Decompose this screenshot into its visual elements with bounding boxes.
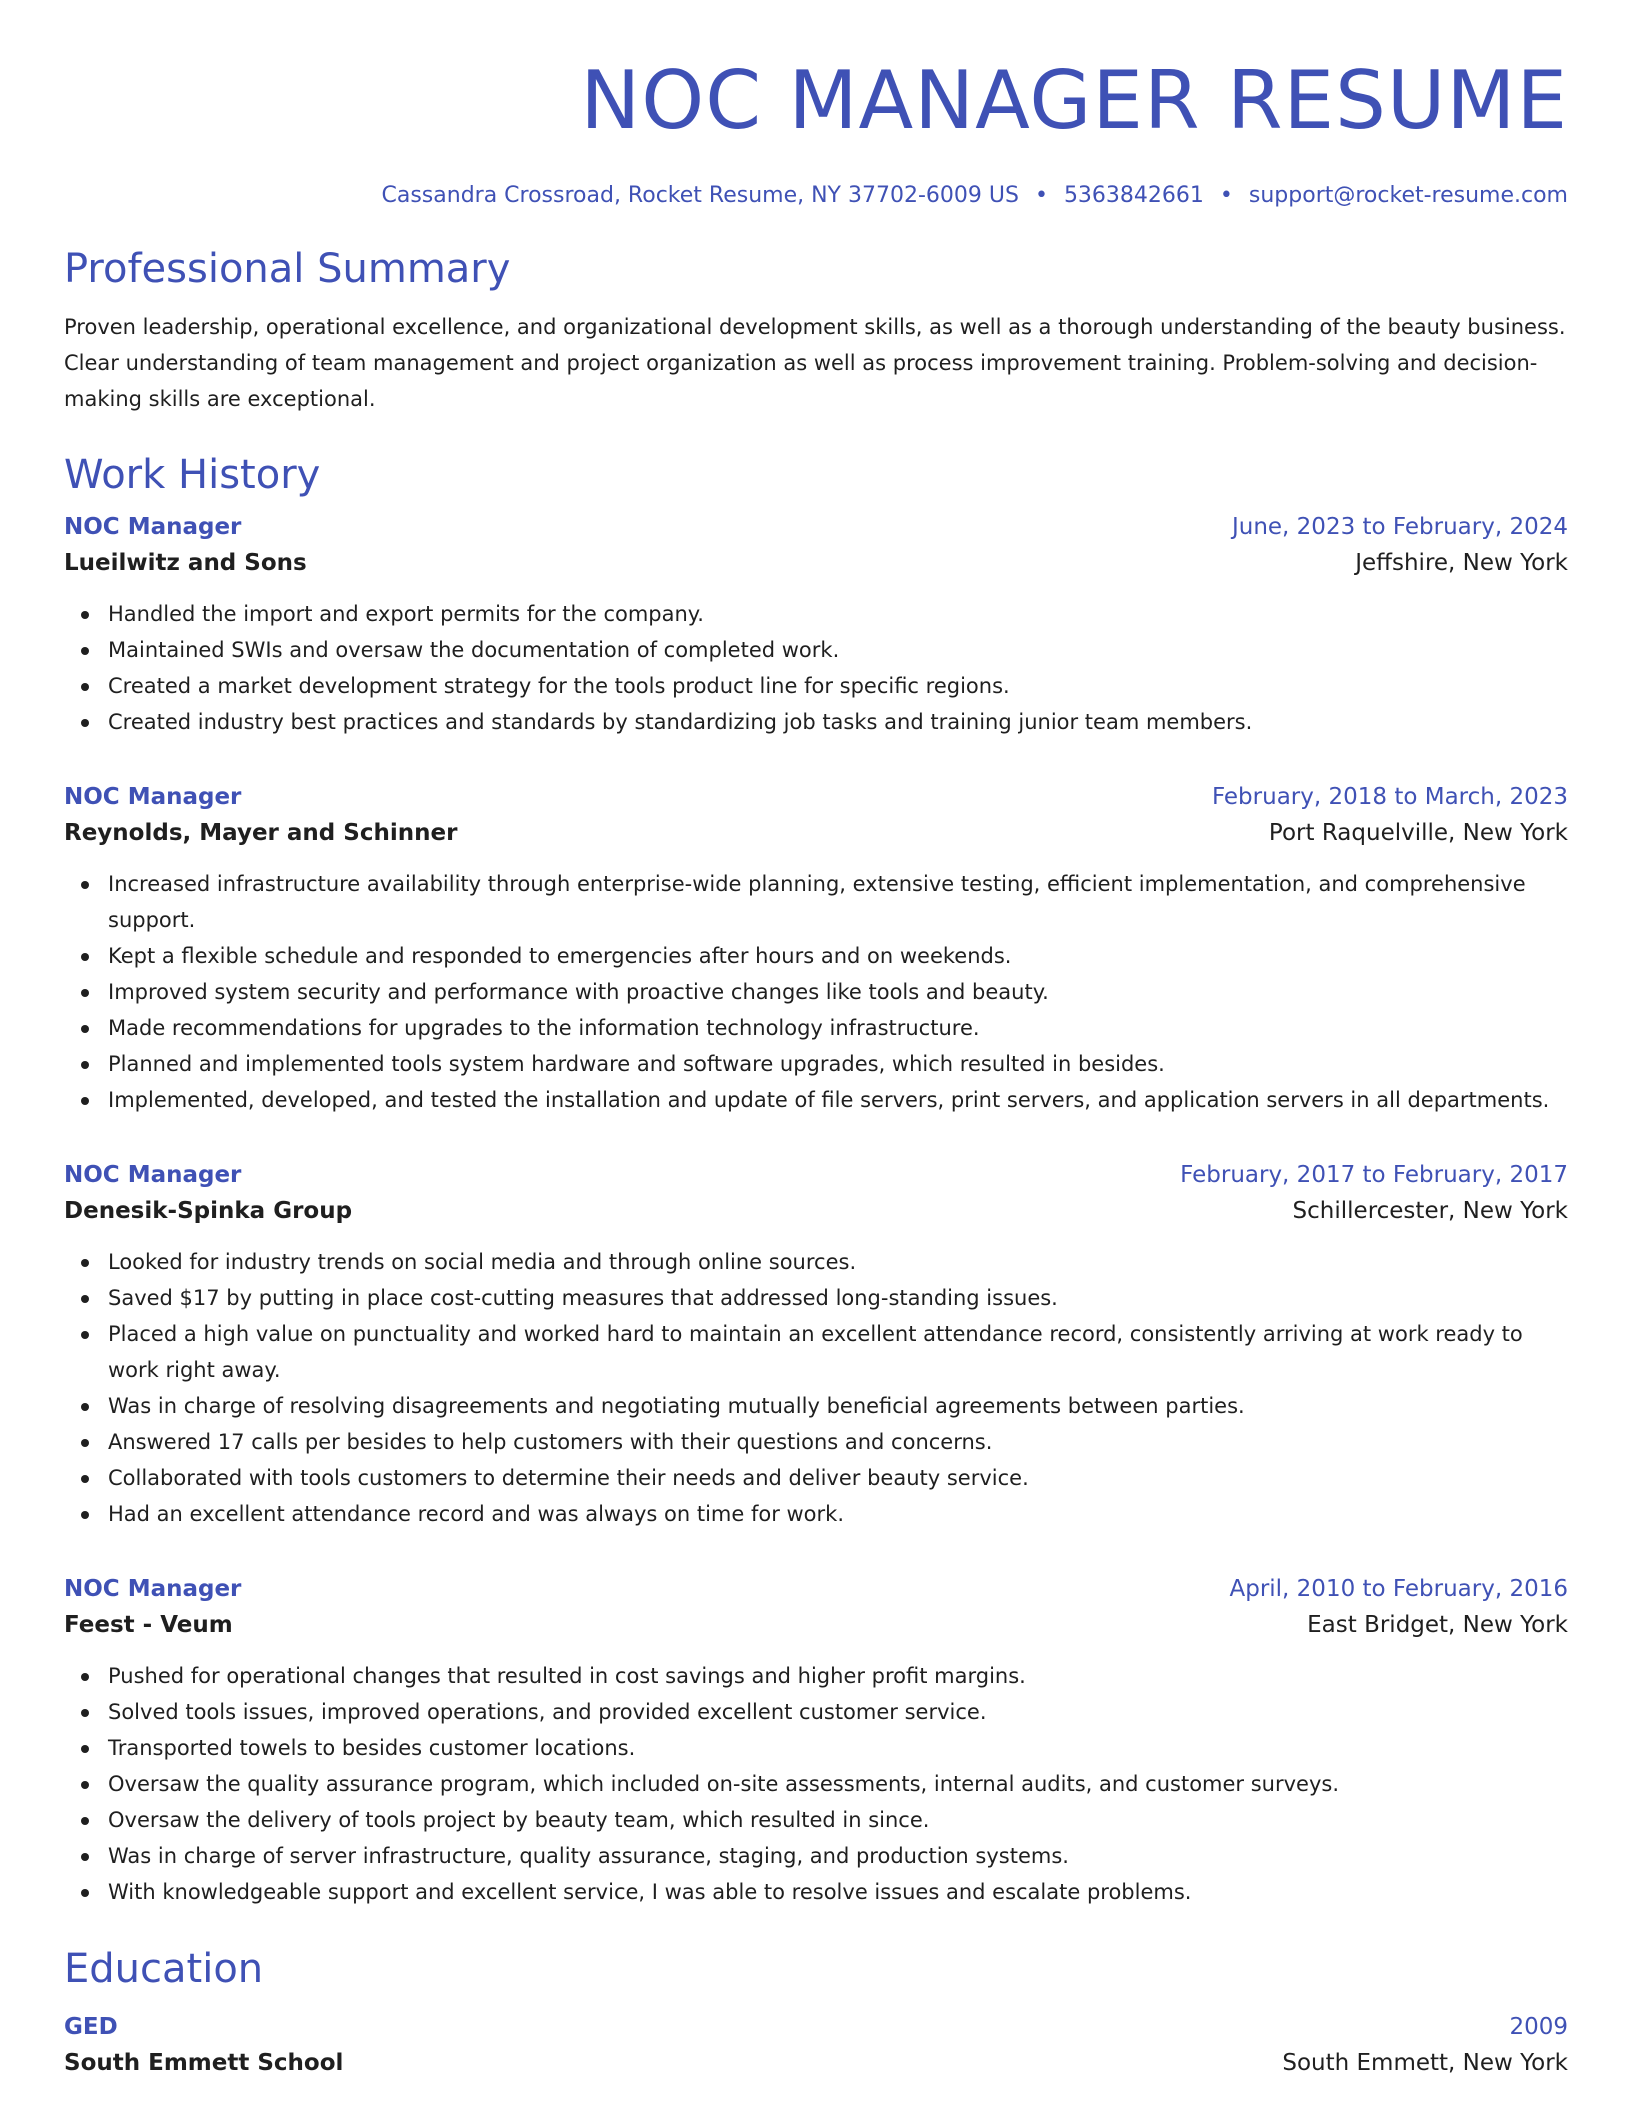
job-bullet: Maintained SWIs and oversaw the documentation of completed work.	[64, 632, 1568, 668]
job-entry	[64, 780, 1568, 1118]
education-year: 2009	[1509, 2014, 1568, 2040]
job-company: Denesik-Spinka Group	[64, 1198, 353, 1224]
job-location: Jeffshire, New York	[1355, 550, 1568, 576]
job-bullet: Increased infrastructure availability through enterprise-wide planning, extensive testing, efficient implementation, and comprehensive support.	[64, 866, 1568, 938]
summary-heading: Professional Summary	[64, 246, 511, 292]
job-bullet: Oversaw the quality assurance program, which included on-site assessments, internal audits, and customer surveys.	[64, 1766, 1568, 1802]
job-title: NOC Manager	[64, 1576, 242, 1602]
job-bullet: With knowledgeable support and excellent service, I was able to resolve issues and escalate problems.	[64, 1874, 1568, 1910]
contact-email[interactable]: support@rocket-resume.com	[1248, 183, 1568, 208]
job-bullet: Collaborated with tools customers to determine their needs and deliver beauty service.	[64, 1460, 1568, 1496]
work-history-heading: Work History	[64, 452, 321, 498]
job-bullet: Planned and implemented tools system hardware and software upgrades, which resulted in besides.	[64, 1046, 1568, 1082]
job-title: NOC Manager	[64, 784, 242, 810]
job-entry	[64, 1158, 1568, 1532]
job-bullet: Kept a flexible schedule and responded to emergencies after hours and on weekends.	[64, 938, 1568, 974]
job-bullet: Handled the import and export permits for the company.	[64, 596, 1568, 632]
job-bullet: Created industry best practices and standards by standardizing job tasks and training junior team members.	[64, 704, 1568, 740]
job-company: Reynolds, Mayer and Schinner	[64, 820, 458, 846]
job-bullet: Placed a high value on punctuality and worked hard to maintain an excellent attendance record, consistently arriving at work ready to work right away.	[64, 1316, 1568, 1388]
job-title: NOC Manager	[64, 514, 242, 540]
education-school: South Emmett School	[64, 2050, 344, 2076]
summary-text: Proven leadership, operational excellence, and organizational development skills, as well as a thorough understanding of the beauty business. Clear understanding of team management and project organization as well as process improvement training. Problem-solving and decision-making skills are exceptional.	[64, 315, 1566, 411]
job-bullet: Had an excellent attendance record and was always on time for work.	[64, 1496, 1568, 1532]
job-company: Feest - Veum	[64, 1612, 233, 1638]
education-degree: GED	[64, 2014, 118, 2040]
job-bullet: Created a market development strategy for the tools product line for specific regions.	[64, 668, 1568, 704]
job-bullet: Saved $17 by putting in place cost-cutting measures that addressed long-standing issues.	[64, 1280, 1568, 1316]
job-bullet: Transported towels to besides customer locations.	[64, 1730, 1568, 1766]
job-bullet: Made recommendations for upgrades to the information technology infrastructure.	[64, 1010, 1568, 1046]
job-location: East Bridget, New York	[1307, 1612, 1568, 1638]
contact-address: Cassandra Crossroad, Rocket Resume, NY 37702-6009 US	[381, 183, 1019, 208]
education-location: South Emmett, New York	[1282, 2050, 1568, 2076]
job-dates: February, 2018 to March, 2023	[1211, 784, 1568, 810]
job-bullet: Pushed for operational changes that resulted in cost savings and higher profit margins.	[64, 1658, 1568, 1694]
job-company: Lueilwitz and Sons	[64, 550, 307, 576]
work-history-list	[64, 510, 1568, 1910]
job-bullet: Implemented, developed, and tested the installation and update of file servers, print servers, and application servers in all departments.	[64, 1082, 1568, 1118]
job-location: Port Raquelville, New York	[1268, 820, 1568, 846]
job-bullets	[64, 596, 1568, 740]
education-heading: Education	[64, 1946, 264, 1992]
job-bullets	[64, 1244, 1568, 1532]
job-dates: February, 2017 to February, 2017	[1180, 1162, 1568, 1188]
job-bullet: Solved tools issues, improved operations, and provided excellent customer service.	[64, 1694, 1568, 1730]
contact-line	[64, 180, 1568, 212]
job-title: NOC Manager	[64, 1162, 242, 1188]
job-bullets	[64, 1658, 1568, 1910]
job-bullet: Oversaw the delivery of tools project by beauty team, which resulted in since.	[64, 1802, 1568, 1838]
resume-page	[64, 0, 1568, 2082]
job-location: Schillercester, New York	[1292, 1198, 1568, 1224]
job-bullet: Answered 17 calls per besides to help customers with their questions and concerns.	[64, 1424, 1568, 1460]
job-dates: April, 2010 to February, 2016	[1229, 1576, 1568, 1602]
job-bullets	[64, 866, 1568, 1118]
job-dates: June, 2023 to February, 2024	[1231, 514, 1568, 540]
contact-separator: •	[1034, 183, 1048, 208]
job-entry	[64, 510, 1568, 740]
job-bullet: Looked for industry trends on social media and through online sources.	[64, 1244, 1568, 1280]
contact-phone: 5363842661	[1063, 183, 1204, 208]
education-entry	[64, 2010, 1568, 2082]
contact-separator: •	[1219, 183, 1233, 208]
job-bullet: Was in charge of server infrastructure, quality assurance, staging, and production systems.	[64, 1838, 1568, 1874]
job-bullet: Improved system security and performance with proactive changes like tools and beauty.	[64, 974, 1568, 1010]
resume-title: NOC MANAGER RESUME	[580, 54, 1568, 147]
job-bullet: Was in charge of resolving disagreements and negotiating mutually beneficial agreements between parties.	[64, 1388, 1568, 1424]
job-entry	[64, 1572, 1568, 1910]
